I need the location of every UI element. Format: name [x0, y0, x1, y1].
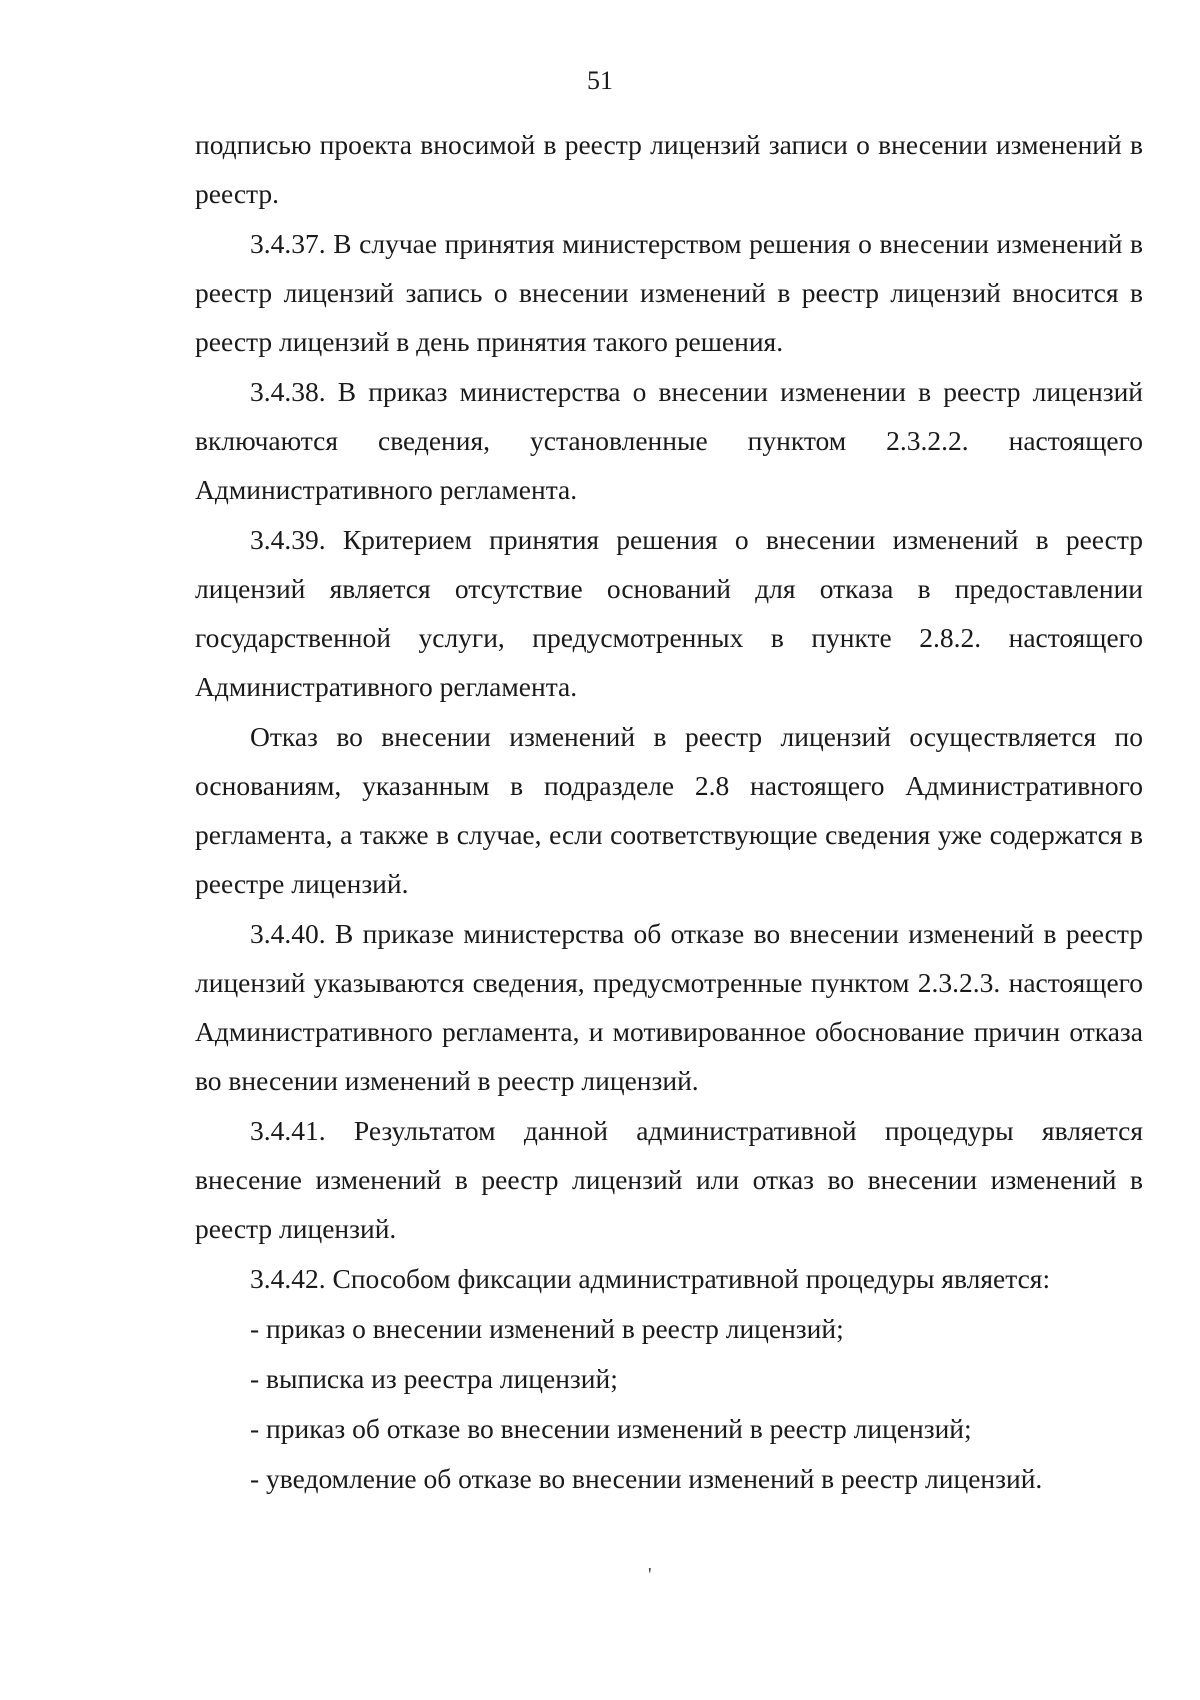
paragraph-3-4-40: 3.4.40. В приказе министерства об отказе во внесении изменений в реестр лицензий указываются сведения, предусмотренные пунктом 2.3.2.3. настоящего Административного регламента, и мотивированное обоснование причин отказа во внесении изменений в реестр лицензий. [195, 918, 1143, 1096]
paragraph-3-4-41: 3.4.41. Результатом данной административной процедуры является внесение изменений в реестр лицензий или отказ во внесении изменений в реестр лицензий. [195, 1115, 1143, 1244]
list-item: - приказ о внесении изменений в реестр лицензий; [250, 1313, 844, 1344]
paragraph-3-4-42: 3.4.42. Способом фиксации административной процедуры является: [250, 1263, 1051, 1294]
paragraph-refusal-grounds: Отказ во внесении изменений в реестр лицензий осуществляется по основаниям, указанным в подразделе 2.8 настоящего Административного регламента, а также в случае, если соответствующие сведения уже содержатся в реестре лицензий. [195, 721, 1143, 899]
paragraph-3-4-37: 3.4.37. В случае принятия министерством решения о внесении изменений в реестр лицензий запись о внесении изменений в реестр лицензий вносится в реестр лицензий в день принятия такого решения. [195, 228, 1143, 357]
paragraph-3-4-38: 3.4.38. В приказ министерства о внесении изменении в реестр лицензий включаются сведения, установленные пунктом 2.3.2.2. настоящего Административного регламента. [195, 376, 1143, 505]
list-item: - приказ об отказе во внесении изменений в реестр лицензий; [250, 1413, 972, 1444]
paragraph-3-4-39: 3.4.39. Критерием принятия решения о внесении изменений в реестр лицензий является отсутствие оснований для отказа в предоставлении государственной услуги, предусмотренных в пункте 2.8.2. настоящего Административного регламента. [195, 524, 1143, 702]
stray-mark: ' [648, 1564, 652, 1586]
paragraph-continuation: подписью проекта вносимой в реестр лицензий записи о внесении изменений в реестр. [195, 129, 1143, 209]
document-body [195, 120, 1143, 1504]
page-number: 51 [587, 66, 613, 95]
list-item: - выписка из реестра лицензий; [250, 1363, 618, 1394]
list-item: - уведомление об отказе во внесении изменений в реестр лицензий. [250, 1463, 1043, 1494]
